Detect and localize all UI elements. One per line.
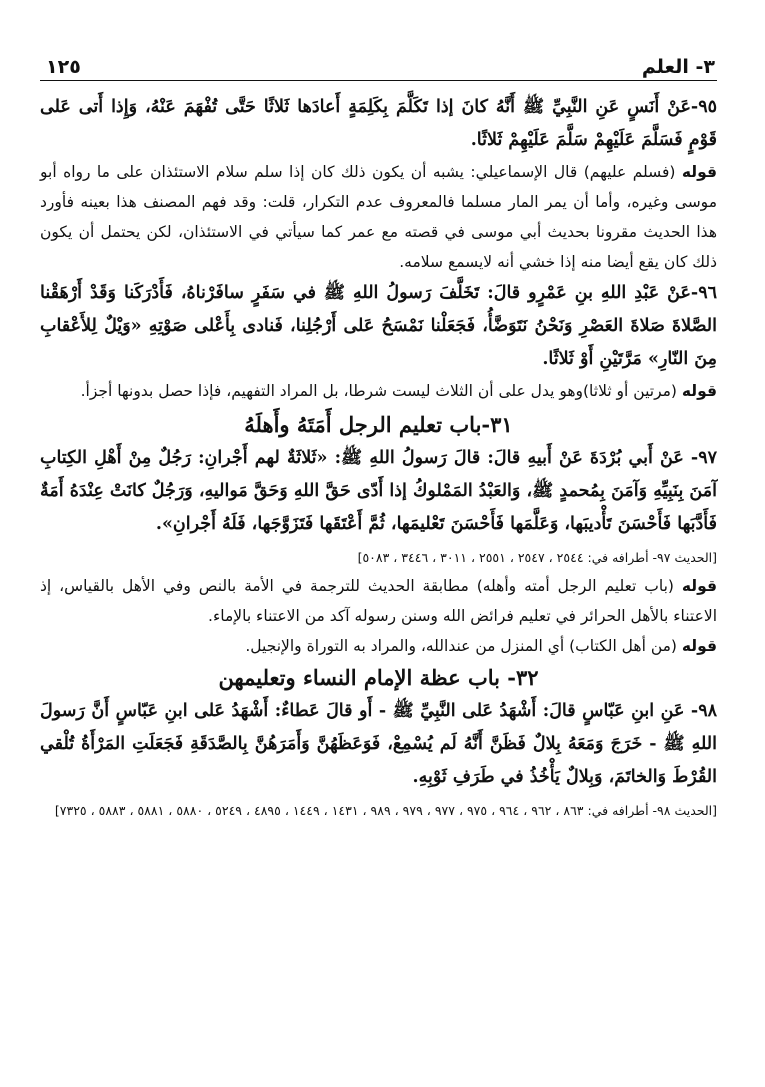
qawluhu-label: قوله: [681, 577, 717, 595]
qawluhu-label: قوله: [681, 382, 717, 400]
commentary-text: (باب تعليم الرجل أمته وأهله) مطابقة الحديث للترجمة في الأمة بالنص وفي الأهل بالقياس، إذ الاعتناء بالأهل الحرائر في تعليم فرائض الله وسنن رسوله آكد من الاعتناء بالإماء.: [40, 577, 717, 625]
hadith-96: ٩٦-عَنْ عَبْدِ اللهِ بنِ عَمْرٍو قالَ: تَخَلَّفَ رَسولُ اللهِ ﷺ في سَفَرٍ سافَرْناهُ، فَأَدْرَكَنا وَقَدْ أَرْهَقْنا الصَّلاةَ صَلاةَ العَصْرِ وَنَحْنُ نَتَوَضَّأُ، فَجَعَلْنا نَمْسَحُ عَلى أَرْجُلِنا، فَنادى بِأَعْلى صَوْتِهِ «وَيْلٌ لِلأَعْقابِ مِنَ النّارِ» مَرَّتَيْنِ أَوْ ثَلاثًا.: [40, 283, 717, 369]
commentary-97a: [40, 571, 717, 631]
page-number: ١٢٥: [46, 56, 81, 78]
hadith-97-references: [الحديث ٩٧- أطرافه في: ٢٥٤٤ ، ٢٥٤٧ ، ٢٥٥١ ، ٣٠١١ ، ٣٤٤٦ ، ٥٠٨٣]: [357, 550, 717, 565]
hadith-95: ٩٥-عَنْ أَنَسٍ عَنِ النَّبِيِّ ﷺ أَنَّهُ كانَ إذا تَكَلَّمَ بِكَلِمَةٍ أَعادَها ثَلاثًا حَتَّى تُفْهَمَ عَنْهُ، وَإِذا أَتى عَلى قَوْمٍ فَسَلَّمَ عَلَيْهِمْ سَلَّمَ عَلَيْهِمْ ثَلاثًا.: [40, 97, 717, 150]
chapter-31-heading: ٣١-باب تعليم الرجل أَمَتَهُ وأَهلَهُ: [244, 412, 513, 437]
hadith-98: ٩٨- عَنِ ابنِ عَبّاسٍ قالَ: أَشْهَدُ عَلى النَّبِيِّ ﷺ - أَو قالَ عَطاءٌ: أَشْهَدُ عَلى ابنِ عَبّاسٍ أَنَّ رَسولَ اللهِ ﷺ - خَرَجَ وَمَعَهُ بِلالٌ فَظَنَّ أَنَّهُ لَم يُسْمِعْ، فَوَعَظَهُنَّ وَأَمَرَهُنَّ بِالصَّدَقَةِ فَجَعَلَتِ المَرْأَةُ تُلْقي القُرْطَ وَالخاتَمَ، وَبِلالٌ يَأْخُذُ في طَرَفِ ثَوْبِهِ.: [40, 701, 717, 787]
commentary-96: [40, 376, 717, 406]
commentary-97b: [40, 631, 717, 661]
commentary-text: (من أهل الكتاب) أي المنزل من عندالله، والمراد به التوراة والإنجيل.: [245, 637, 682, 655]
hadith-97: ٩٧- عَنْ أَبي بُرْدَةَ عَنْ أَبيهِ قالَ: قالَ رَسولُ اللهِ ﷺ: «ثَلاثَةٌ لهم أَجْرانِ: رَجُلٌ مِنْ أَهْلِ الكِتابِ آمَنَ بِنَبِيِّهِ وَآمَنَ بِمُحمدٍ ﷺ، وَالعَبْدُ المَمْلوكُ إذا أَدّى حَقَّ اللهِ وَحَقَّ مَواليهِ، وَرَجُلٌ كانَتْ عِنْدَهُ أَمَةٌ فَأَدَّبَها فَأَحْسَنَ تَأْديبَها، وَعَلَّمَها فَأَحْسَنَ تَعْليمَها، ثُمَّ أَعْتَقَها فَتَزَوَّجَها، فَلَهُ أَجْرانِ».: [40, 448, 717, 534]
hadith-98-references: [الحديث ٩٨- أطرافه في: ٨٦٣ ، ٩٦٢ ، ٩٦٤ ، ٩٧٥ ، ٩٧٧ ، ٩٧٩ ، ٩٨٩ ، ١٤٣١ ، ١٤٤٩ ، ٤٨٩٥ ، ٥٢٤٩ ، ٥٨٨٠ ، ٥٨٨١ ، ٥٨٨٣ ، ٧٣٢٥]: [54, 803, 717, 818]
commentary-text: (فسلم عليهم) قال الإسماعيلي: يشبه أن يكون ذلك كان إذا سلم سلام الاستئذان على ما رواه أبو موسى وغيره، وأما أن يمر المار مسلما فالمعروف عدم التكرار، قلت: وقد فهم المصنف هذا بعينه فأورد هذا الحديث مقرونا بحديث أبي موسى في قصته مع عمر كما سيأتي في الاستئذان، لكن يحتمل أن يكون ذلك كان يقع أيضا منه إذا خشي أنه لايسمع سلامه.: [40, 163, 717, 271]
commentary-text: (مرتين أو ثلاثا)وهو يدل على أن الثلاث ليست شرطا، بل المراد التفهيم، فإذا حصل بدونها أجزأ.: [80, 382, 682, 400]
qawluhu-label: قوله: [681, 637, 717, 655]
commentary-95: [40, 157, 717, 277]
section-title: ٣- العلم: [641, 56, 715, 78]
qawluhu-label: قوله: [681, 163, 717, 181]
chapter-32-heading: ٣٢- باب عظة الإمام النساء وتعليمهن: [218, 665, 539, 690]
page-header: [40, 44, 717, 81]
page-content: [40, 91, 717, 824]
